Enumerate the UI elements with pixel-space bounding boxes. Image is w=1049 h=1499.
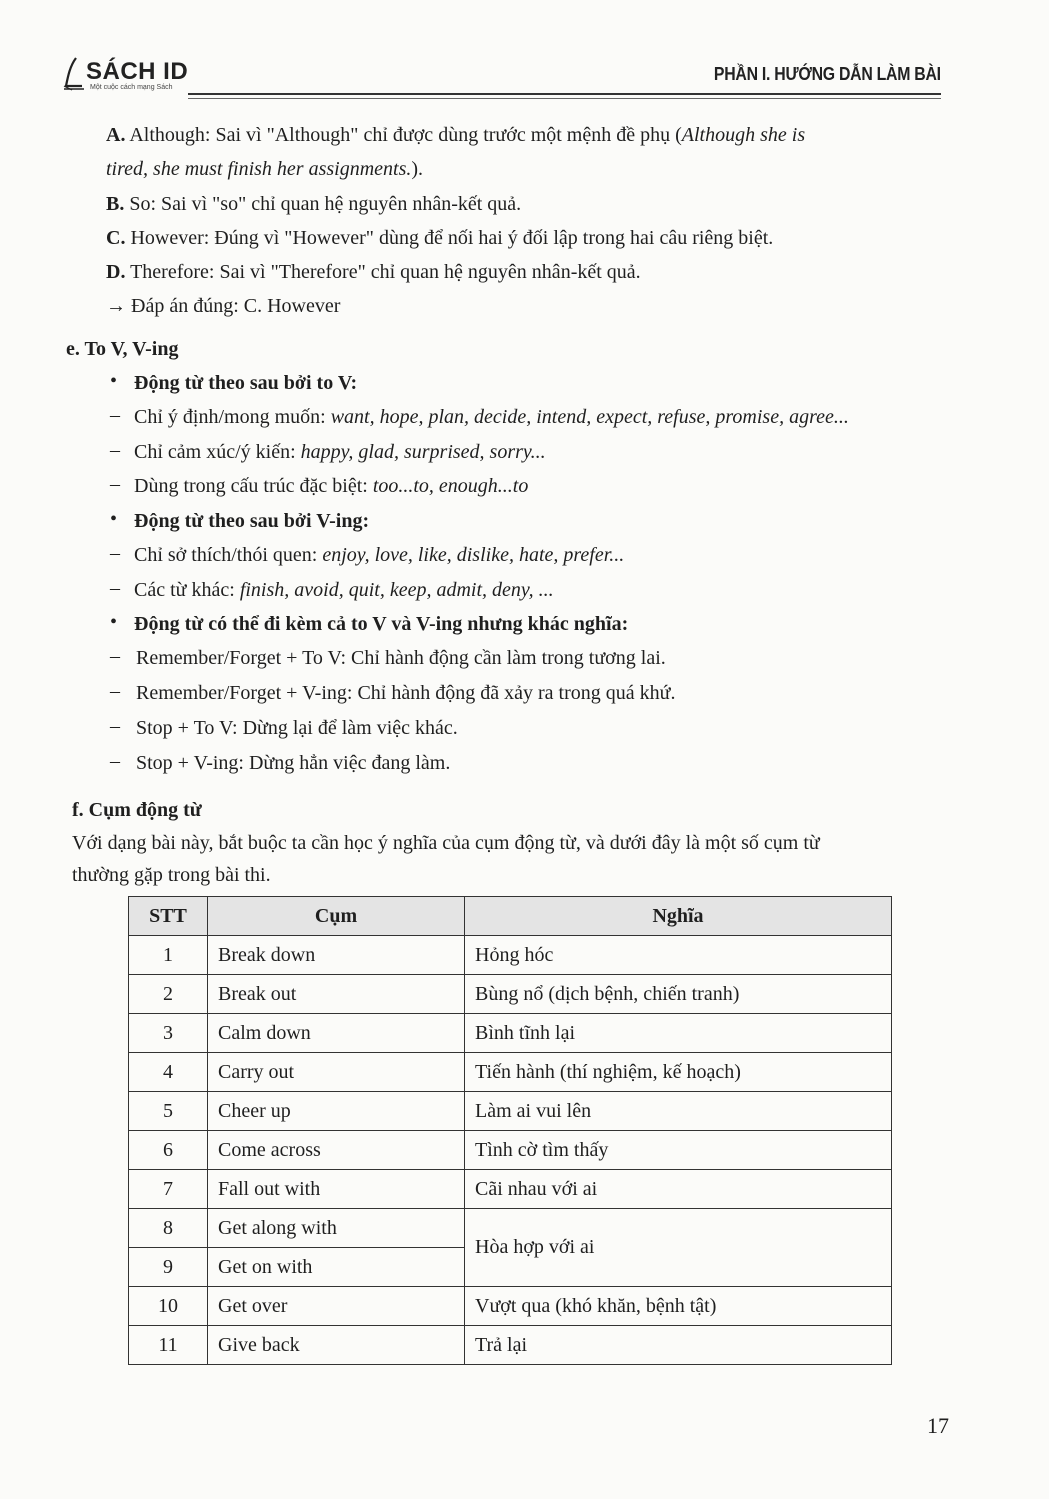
logo-tagline: Một cuộc cách mạng Sách [90,84,173,91]
list-item: Remember/Forget + To V: Chỉ hành động cần làm trong tương lai. [136,647,666,669]
bullet-v-ing: Động từ theo sau bởi V-ing: [134,510,370,532]
answer-b: B. So: Sai vì "so" chỉ quan hệ nguyên nhân-kết quả. [106,193,522,215]
list-item: Chỉ cảm xúc/ý kiến: happy, glad, surprised, sorry... [134,441,546,463]
answer-c: C. However: Đúng vì "However" dùng để nối hai ý đối lập trong hai câu riêng biệt. [106,227,774,249]
bullet-icon: • [110,508,118,530]
correct-answer: → Đáp án đúng: C. However [106,295,341,317]
dash-icon: – [110,680,120,702]
bullet-icon: • [110,611,118,633]
dash-icon: – [110,715,120,737]
table-row: 4 Carry out Tiến hành (thí nghiệm, kế hoạch) [129,1053,892,1092]
header-rule [188,93,941,95]
table-row: 3 Calm down Bình tĩnh lại [129,1014,892,1053]
answer-a: A. Although: Sai vì "Although" chỉ được dùng trước một mệnh đề phụ (Although she is [106,124,806,146]
table-row: 8 Get along with Hòa hợp với ai [129,1209,892,1248]
list-item: Chỉ ý định/mong muốn: want, hope, plan, decide, intend, expect, refuse, promise, agree... [134,406,849,428]
list-item: Dùng trong cấu trúc đặc biệt: too...to, enough...to [134,475,529,497]
table-row: 1 Break down Hỏng hóc [129,936,892,975]
section-f-intro: Với dạng bài này, bắt buộc ta cần học ý nghĩa của cụm động từ, và dưới đây là một số cụm từ [72,832,820,854]
dash-icon: – [110,645,120,667]
table-row: 11 Give back Trả lại [129,1326,892,1365]
bullet-both: Động từ có thể đi kèm cả to V và V-ing nhưng khác nghĩa: [134,613,629,635]
dash-icon: – [110,750,120,772]
arrow-right-icon: → [106,295,126,317]
dash-icon: – [110,439,120,461]
dash-icon: – [110,404,120,426]
table-header-row [129,897,892,936]
dash-icon: – [110,473,120,495]
list-item: Remember/Forget + V-ing: Chỉ hành động đã xảy ra trong quá khứ. [136,682,676,704]
header-nghia: Nghĩa [465,897,892,936]
table-row: 10 Get over Vượt qua (khó khăn, bệnh tật) [129,1287,892,1326]
dash-icon: – [110,542,120,564]
section-f-intro-cont: thường gặp trong bài thi. [72,864,271,886]
header-cum: Cụm [208,897,465,936]
phrasal-verb-table [128,896,892,1365]
page-number: 17 [927,1413,949,1438]
table-row: 9 Get on with [129,1248,892,1287]
book-logo-icon [62,56,86,92]
list-item: Các từ khác: finish, avoid, quit, keep, admit, deny, ... [134,579,554,601]
header-rule-thin [188,98,941,99]
bullet-icon: • [110,370,118,392]
list-item: Stop + V-ing: Dừng hẳn việc đang làm. [136,752,451,774]
merged-meaning-cell: Hòa hợp với ai [465,1209,892,1287]
dash-icon: – [110,577,120,599]
section-f-title: f. Cụm động từ [72,799,202,821]
header-stt: STT [129,897,208,936]
logo-title: SÁCH ID [86,58,189,85]
answer-d: D. Therefore: Sai vì "Therefore" chỉ quan hệ nguyên nhân-kết quả. [106,261,641,283]
answer-a-cont: tired, she must finish her assignments.). [106,158,424,180]
logo [62,56,202,96]
list-item: Chỉ sở thích/thói quen: enjoy, love, like, dislike, hate, prefer... [134,544,625,566]
table-row: 2 Break out Bùng nổ (dịch bệnh, chiến tranh) [129,975,892,1014]
table-row: 5 Cheer up Làm ai vui lên [129,1092,892,1131]
table-row: 6 Come across Tình cờ tìm thấy [129,1131,892,1170]
bullet-to-v: Động từ theo sau bởi to V: [134,372,358,394]
section-e-title: e. To V, V-ing [66,338,179,360]
table-row: 7 Fall out with Cãi nhau với ai [129,1170,892,1209]
list-item: Stop + To V: Dừng lại để làm việc khác. [136,717,458,739]
section-title: PHẦN I. HƯỚNG DẪN LÀM BÀI [714,64,941,84]
